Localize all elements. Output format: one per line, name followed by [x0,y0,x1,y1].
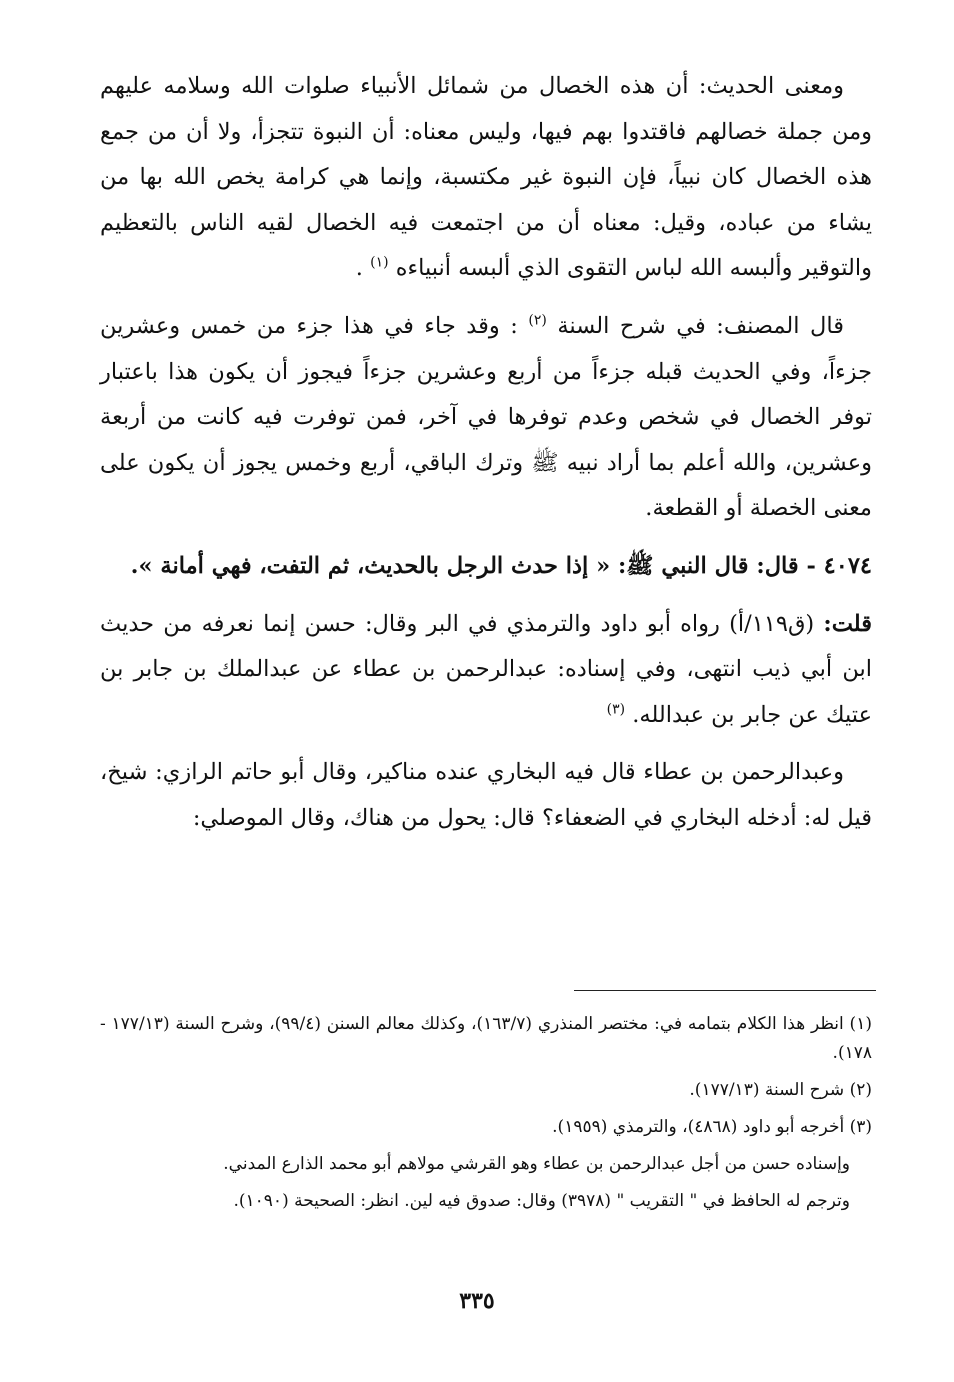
footnote-3-isnad: وإسناده حسن من أجل عبدالرحمن بن عطاء وهو القرشي مولاهم أبو محمد الذارع المدني. [223,1154,850,1174]
paragraph-meaning-text: ومعنى الحديث: أن هذه الخصال من شمائل الأنبياء صلوات الله وسلامه عليهم ومن جملة خصالهم فاقتدوا بهم فيها، وليس معناه: أن النبوة تتجزأ، ولا أن من جمع هذه الخصال كان نبياً، فإن النبوة غير مكتسبة، وإنما هي كرامة يخص الله بها من يشاء من عباده، وقيل: معناه أن من اجتمعت فيه الخصال لقيه الناس بالتعظيم والتوقير وألبسه الله لباس التقوى الذي ألبسه أنبياءه [100,73,872,282]
page-number: ٣٣٥ [459,1288,495,1314]
paragraph-meaning-end: . [355,255,363,282]
paragraph-narrator: وعبدالرحمن بن عطاء قال فيه البخاري عنده مناكير، وقال أبو حاتم الرازي: شيخ، قيل له: أدخله البخاري في الضعفاء؟ قال: يحول من هناك، وقال الموصلي: [100,759,872,831]
paragraph-author [100,304,872,532]
footnote-ref-3[interactable]: (٣) [606,701,626,718]
paragraph-takhrij [100,602,872,739]
footnotes [100,1010,872,1224]
paragraph-takhrij-text: (ق١١٩/أ) رواه أبو داود والترمذي في البر وقال: حسن إنما نعرفه من حديث ابن أبي ذيب انتهى، وفي إسناده: عبدالرحمن بن عطاء عن عبدالملك بن جابر بن عتيك عن جابر بن عبدالله. [100,610,872,728]
footnote-ref-1[interactable]: (١) [370,254,389,271]
footnote-3-tarjama: وترجم له الحافظ في " التقريب " (٣٩٧٨) وقال: صدوق فيه لين. انظر: الصحيحة (١٠٩٠). [233,1191,850,1211]
paragraph-meaning [100,64,872,292]
qult-label: قلت: [823,610,872,637]
paragraph-author-start: قال المصنف: في شرح السنة [557,312,845,339]
paragraph-author-rest: : وقد جاء في هذا جزء من خمس وعشرين جزءاً، وفي الحديث قبله جزءاً من أربع وعشرين جزءاً فيجوز أن يكون هذا باعتبار توفر الخصال في شخص وعدم توفرها في آخر، فمن توفرت فيه كانت من أربعة وعشرين، والله أعلم بما أراد نبيه ﷺ وترك الباقي، أربع وخمس يجوز أن يكون على معنى الخصلة أو القطعة. [100,312,872,522]
main-text [100,64,872,854]
footnote-2: (٢) شرح السنة (١٧٧/١٣). [689,1080,872,1100]
footnote-divider [574,990,876,991]
hadith-4074: ٤٠٧٤ - قال: قال النبي ﷺ: « إذا حدث الرجل بالحديث، ثم التفت، فهي أمانة ». [130,552,872,579]
footnote-3: (٣) أخرجه أبو داود (٤٨٦٨)، والترمذي (١٩٥٩). [552,1117,872,1137]
footnote-ref-2[interactable]: (٢) [528,312,547,329]
footnote-1: (١) انظر هذا الكلام بتمامه في: مختصر المنذري (١٦٣/٧)، وكذلك معالم السنن (٩٩/٤)، وشرح السنة (١٧٧/١٣ - ١٧٨). [100,1014,872,1063]
